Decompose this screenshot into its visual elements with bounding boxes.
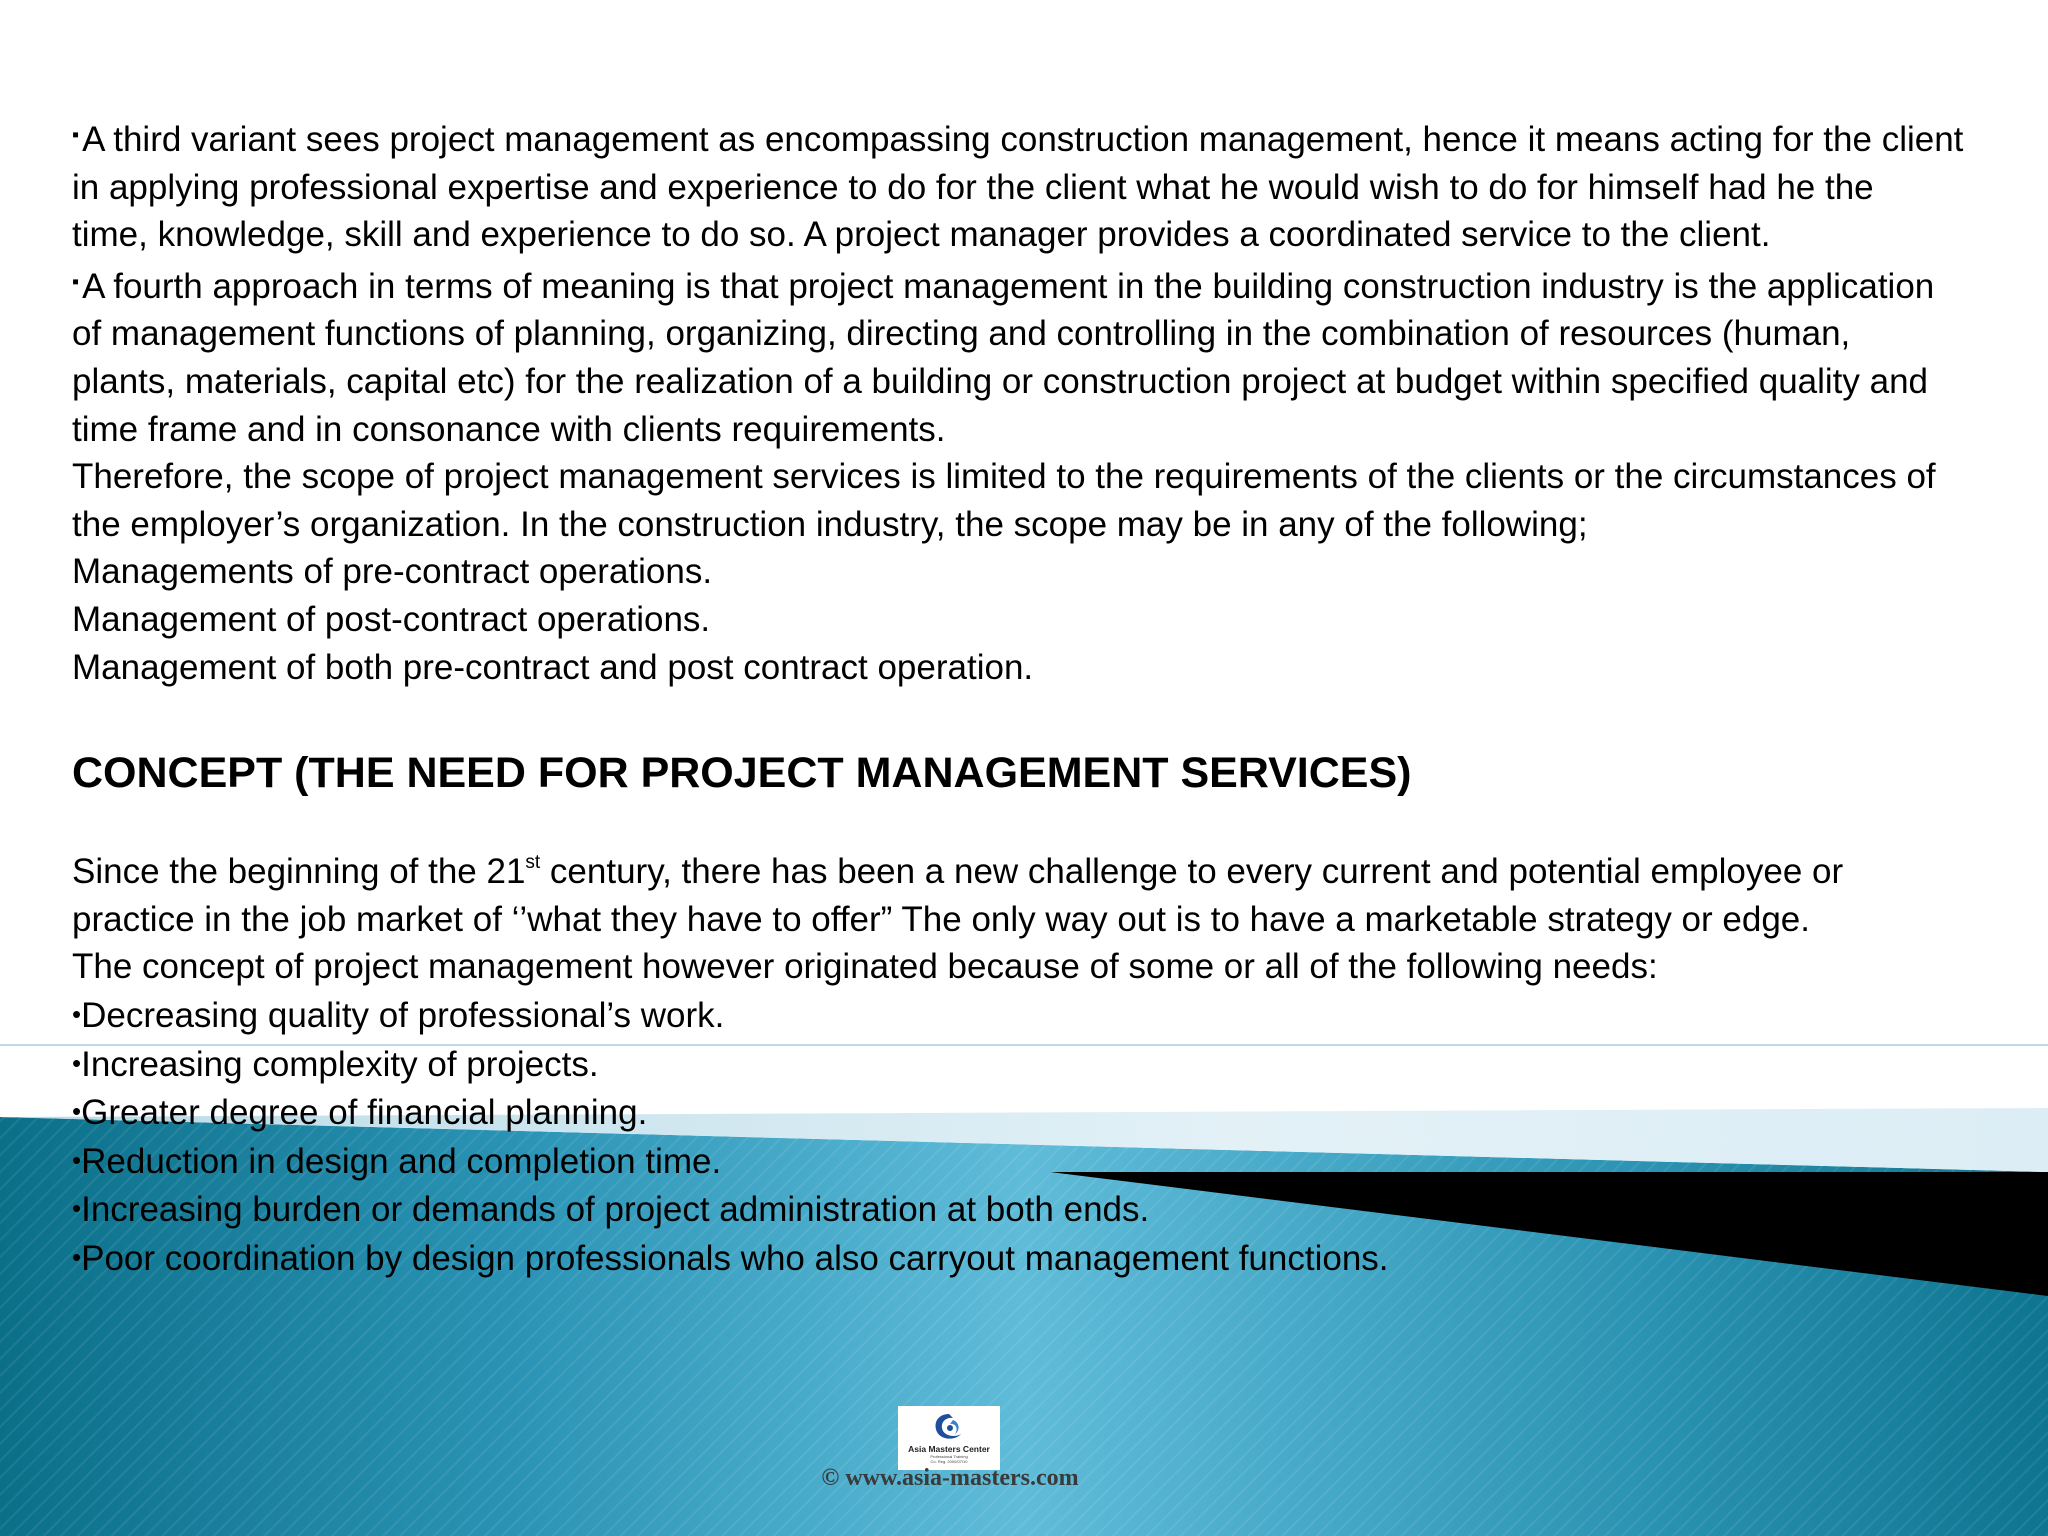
slide-content: [72, 112, 2048, 1282]
logo-name: Asia Masters Center: [908, 1444, 990, 1454]
dot-bullet: •: [72, 1096, 82, 1127]
concept-line: The concept of project management however originated because of some or all of the following needs:: [72, 947, 1658, 987]
text: Greater degree of financial planning.: [81, 1093, 648, 1133]
section-heading: CONCEPT (THE NEED FOR PROJECT MANAGEMENT SERVICES): [72, 749, 1412, 798]
text: Increasing complexity of projects.: [81, 1044, 599, 1084]
company-logo: [898, 1406, 1000, 1470]
dot-bullet: •: [72, 1193, 82, 1224]
paragraph-line: [72, 259, 2048, 311]
need-item: [72, 1088, 2048, 1137]
paragraph-line: of management functions of planning, organizing, directing and controlling in the combination of resources (human,: [72, 314, 1851, 354]
need-item: [72, 1234, 2048, 1283]
superscript: st: [525, 852, 541, 874]
scope-item: Management of both pre-contract and post contract operation.: [72, 647, 1034, 687]
dot-bullet: •: [72, 1241, 82, 1272]
text: century, there has been a new challenge to every current and potential employee or: [540, 852, 1844, 892]
concept-line: [72, 848, 2048, 896]
need-item: [72, 1040, 2048, 1089]
text: A fourth approach in terms of meaning is that project management in the building construction industry is the application: [82, 266, 1935, 306]
paragraph-line: plants, materials, capital etc) for the realization of a building or construction project at budget within specified quality and: [72, 361, 1929, 401]
swirl-logo-icon: [929, 1410, 969, 1444]
concept-line: practice in the job market of ‘’what they have to offer” The only way out is to have a marketable strategy or edge.: [72, 899, 1810, 939]
need-item: [72, 1137, 2048, 1186]
text: Since the beginning of the 21: [72, 852, 526, 892]
square-bullet: ▪: [72, 270, 80, 293]
text: Reduction in design and completion time.: [81, 1141, 722, 1181]
need-item: [72, 991, 2048, 1040]
paragraph-line: [72, 112, 2048, 164]
text: A third variant sees project management as encompassing construction management, hence it means acting for the client: [82, 120, 1964, 159]
paragraph-line: time, knowledge, skill and experience to do so. A project manager provides a coordinated service to the client.: [72, 215, 1771, 255]
square-bullet: ▪: [72, 124, 80, 146]
logo-subtitle: Professional Training: [930, 1454, 968, 1459]
scope-item: Managements of pre-contract operations.: [72, 552, 713, 592]
logo-reg: Co. Reg. 2000/07/10: [930, 1459, 968, 1464]
need-item: [72, 1185, 2048, 1234]
scope-item: Management of post-contract operations.: [72, 599, 711, 639]
paragraph-line: time frame and in consonance with clients requirements.: [72, 409, 946, 449]
text: Poor coordination by design professionals who also carryout management functions.: [81, 1238, 1389, 1278]
dot-bullet: •: [72, 998, 82, 1029]
footer-copyright: © www.asia-masters.com: [821, 1465, 1079, 1491]
dot-bullet: •: [72, 1144, 82, 1175]
dot-bullet: •: [72, 1047, 82, 1078]
text: Increasing burden or demands of project administration at both ends.: [81, 1190, 1150, 1230]
text: Decreasing quality of professional’s work.: [81, 995, 725, 1035]
paragraph-line: the employer’s organization. In the construction industry, the scope may be in any of the following;: [72, 504, 1588, 544]
paragraph-line: in applying professional expertise and experience to do for the client what he would wish to do for himself had he the: [72, 167, 1874, 207]
paragraph-line: Therefore, the scope of project management services is limited to the requirements of the clients or the circumstances of: [72, 457, 1936, 497]
